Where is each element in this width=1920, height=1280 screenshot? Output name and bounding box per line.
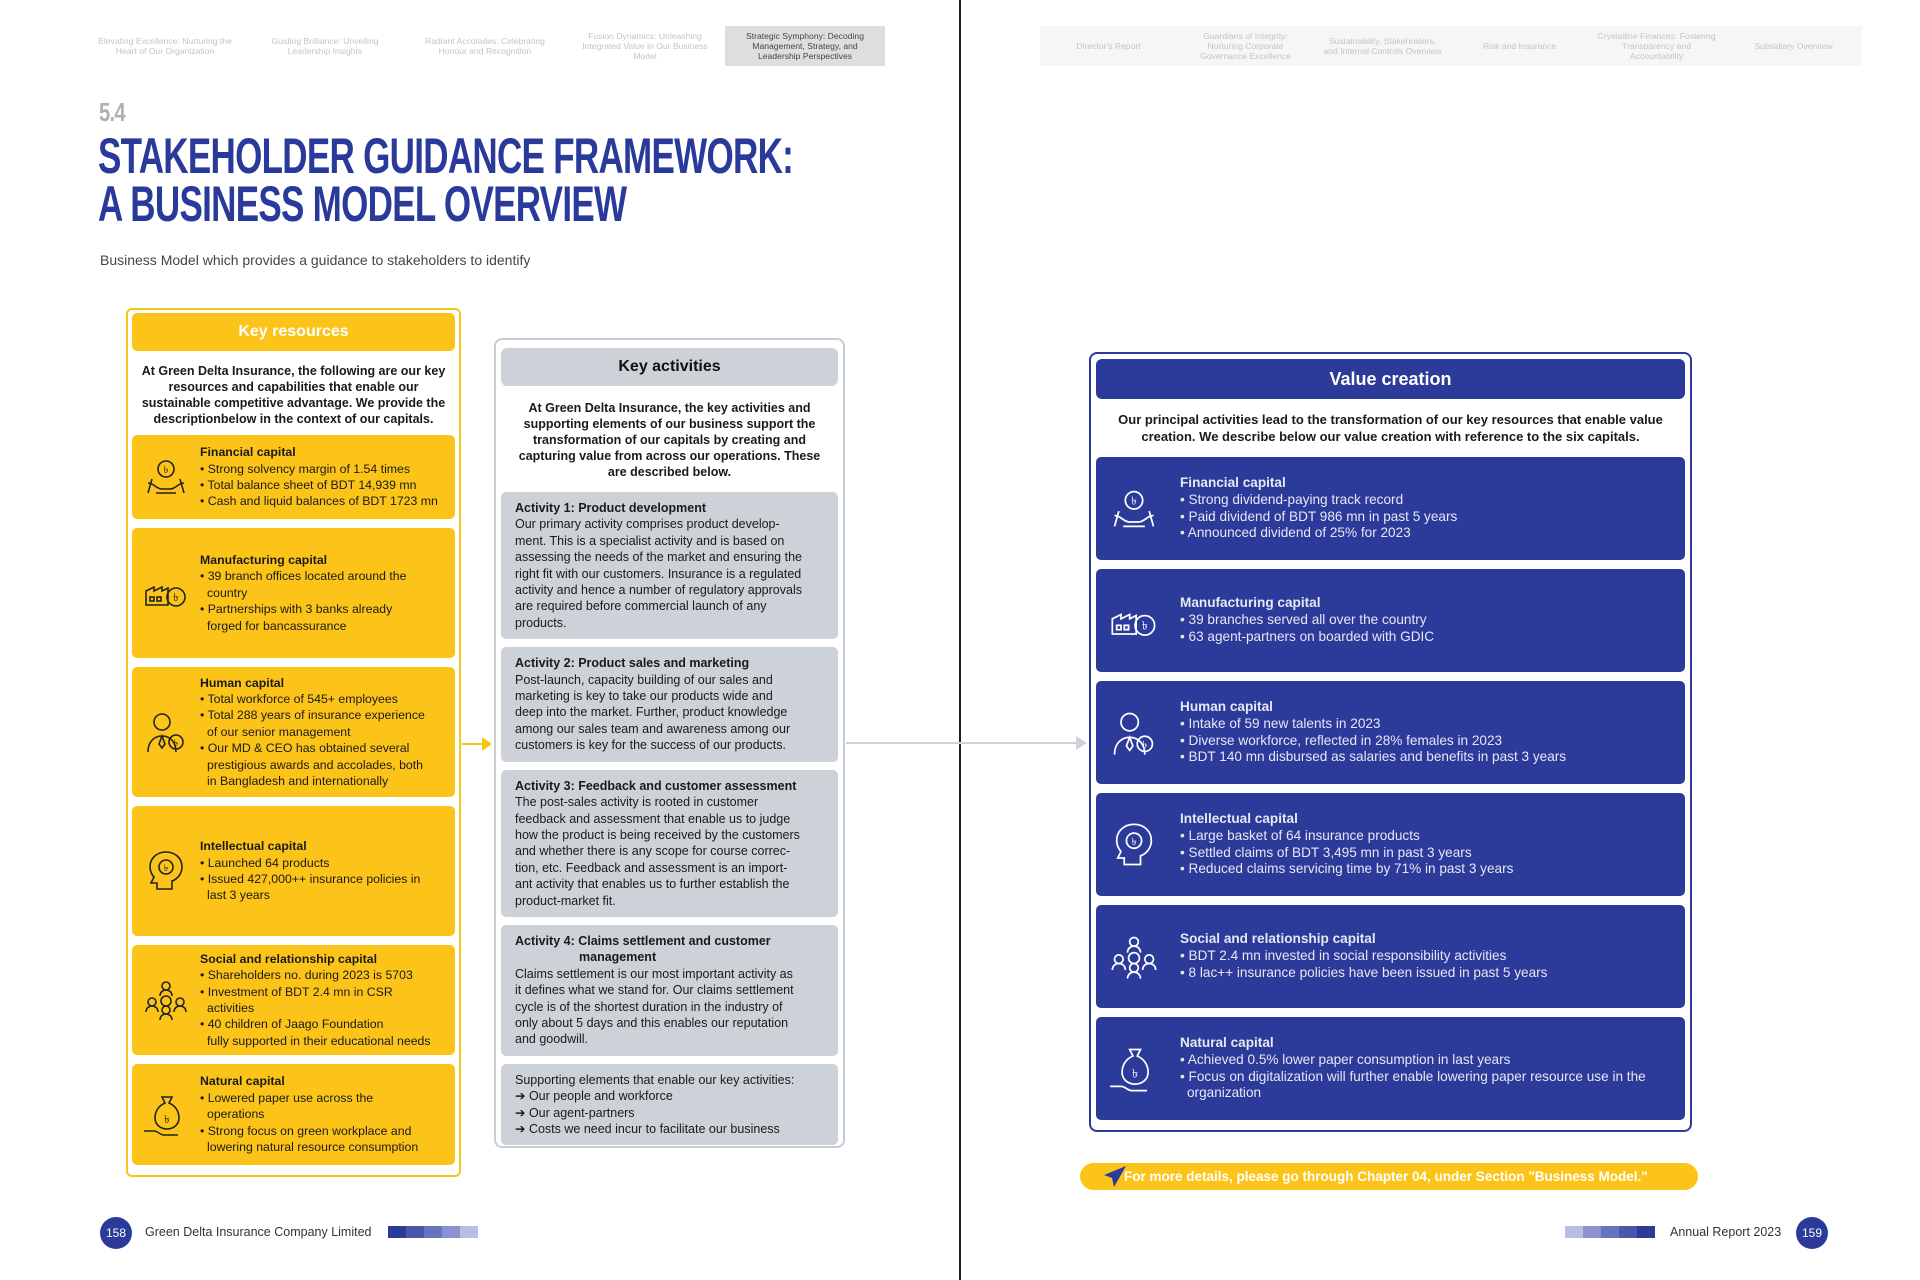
card-line: Post-launch, capacity building of our sales and	[515, 672, 773, 687]
financial-capital-icon	[1106, 483, 1162, 535]
card-title: Natural capital	[200, 1074, 285, 1089]
card-title: Human capital	[200, 675, 285, 690]
card-title: Activity 3: Feedback and customer assessment	[515, 778, 797, 793]
card-line: cycle is of the shortest duration in the industry of	[515, 999, 783, 1014]
card-line: lowering natural resource consumption	[207, 1140, 419, 1155]
decorative-color-strip	[388, 1226, 478, 1238]
nav-tab-active[interactable]: Strategic Symphony: Decoding Management, Strategy, and Leadership Perspectives	[725, 26, 885, 66]
nav-tab[interactable]: Director's Report	[1076, 41, 1141, 51]
resource-card	[132, 806, 455, 936]
connector-arrow	[462, 743, 482, 745]
card-line: Claims settlement is our most important activity as	[515, 966, 793, 981]
resource-card-text	[194, 838, 420, 904]
card-line: • Intake of 59 new talents in 2023	[1180, 715, 1381, 731]
chapter-nav-right	[1040, 26, 1862, 66]
resource-card	[132, 528, 455, 658]
arrow-head-icon	[1076, 736, 1087, 750]
key-activities-heading: Key activities	[501, 348, 838, 386]
card-line: product-market fit.	[515, 893, 616, 908]
card-line: products.	[515, 615, 567, 630]
key-resources-description: At Green Delta Insurance, the following are our key resources and capabilities that enable our sustainable competitive advantage. We provide the descriptionbelow in the context of our capitals.	[141, 364, 446, 426]
card-line: deep into the market. Further, product knowledge	[515, 705, 788, 720]
card-title: Manufacturing capital	[200, 552, 328, 567]
value-card-text	[1162, 931, 1547, 981]
card-line: in Bangladesh and internationally	[207, 774, 389, 789]
supporting-elements-card	[501, 1064, 838, 1146]
card-title: Social and relationship capital	[1180, 931, 1376, 947]
card-line: • Cash and liquid balances of BDT 1723 mn	[200, 494, 438, 509]
card-line: feedback and assessment that enable us to judge	[515, 811, 791, 826]
page-spine	[959, 0, 961, 1280]
card-line: • Total workforce of 545+ employees	[200, 691, 398, 706]
social-capital-icon	[1106, 931, 1162, 983]
card-title: Social and relationship capital	[200, 951, 377, 966]
nav-tab[interactable]: Guardians of Integrity: Nurturing Corporate Governance Excellence	[1200, 31, 1291, 61]
financial-capital-icon	[138, 453, 194, 501]
banner-text: For more details, please go through Chapter 04, under Section "Business Model."	[1124, 1169, 1648, 1184]
card-title: Natural capital	[1180, 1034, 1274, 1050]
nav-tab[interactable]: Guiding Brilliance: Unveiling Leadership Insights	[271, 36, 379, 56]
card-line: fully supported in their educational needs	[207, 1033, 431, 1048]
arrow-head-icon	[482, 737, 492, 751]
nav-tab[interactable]: Elevating Excellence: Nurturing the Heart of Our Organization	[98, 36, 232, 56]
svg-text:৳: ৳	[164, 1113, 170, 1126]
card-title: Intellectual capital	[1180, 810, 1298, 826]
card-line: • Shareholders no. during 2023 is 5703	[200, 968, 413, 983]
connector-arrow	[846, 742, 1076, 744]
chapter-nav-left	[85, 26, 885, 66]
card-line: • 8 lac++ insurance policies have been issued in past 5 years	[1180, 964, 1548, 980]
natural-capital-icon	[138, 1091, 194, 1139]
value-card	[1096, 905, 1685, 1008]
resource-card-text	[194, 675, 425, 790]
card-line: • Large basket of 64 insurance products	[1180, 827, 1420, 843]
card-line: • Achieved 0.5% lower paper consumption in last years	[1180, 1051, 1511, 1067]
activity-card	[501, 647, 838, 761]
nav-tab[interactable]: Crystalline Finances: Fostering Transparency and Accountability	[1597, 31, 1716, 61]
card-title: Intellectual capital	[200, 839, 307, 854]
card-line: prestigious awards and accolades, both	[207, 757, 424, 772]
svg-text:৳: ৳	[173, 738, 179, 748]
natural-capital-icon	[1106, 1043, 1162, 1095]
card-line: • Our MD & CEO has obtained several	[200, 741, 410, 756]
card-line: right fit with our customers. Insurance is a regulated	[515, 566, 802, 581]
card-line: Supporting elements that enable our key activities:	[515, 1072, 795, 1087]
svg-text:৳: ৳	[163, 863, 169, 873]
svg-text:৳: ৳	[1141, 618, 1148, 633]
intro-text: Business Model which provides a guidance to stakeholders to identify	[100, 252, 531, 268]
value-creation-heading: Value creation	[1096, 359, 1685, 399]
card-line: • Issued 427,000++ insurance policies in	[200, 872, 421, 886]
resource-card	[132, 945, 455, 1055]
page-number-badge: 159	[1796, 1217, 1828, 1249]
card-line: • Launched 64 products	[200, 855, 330, 870]
report-title: Annual Report 2023	[1670, 1225, 1782, 1239]
resource-card	[132, 667, 455, 797]
value-card	[1096, 681, 1685, 784]
card-title: Financial capital	[200, 445, 296, 460]
value-card-text	[1162, 1035, 1646, 1102]
card-line: Our primary activity comprises product develop-	[515, 517, 780, 532]
resource-card-text	[194, 951, 431, 1049]
card-line: • Diverse workforce, reflected in 28% females in 2023	[1180, 732, 1503, 748]
card-line: • Lowered paper use across the	[200, 1090, 374, 1105]
card-line: only about 5 days and this enables our reputation	[515, 1015, 789, 1030]
company-name: Green Delta Insurance Company Limited	[145, 1225, 372, 1239]
card-title: Financial capital	[1180, 474, 1286, 490]
key-resources-heading: Key resources	[132, 313, 455, 351]
card-line: among our sales team and awareness among our	[515, 721, 791, 736]
activity-card	[501, 492, 838, 639]
value-card	[1096, 457, 1685, 560]
pointer-arrow-icon	[1100, 1163, 1128, 1191]
card-line: • Announced dividend of 25% for 2023	[1180, 525, 1411, 541]
card-line: • 39 branches served all over the country	[1180, 612, 1427, 628]
card-line: • Strong dividend-paying track record	[1180, 491, 1404, 507]
card-line: assessing the needs of the market and ensuring the	[515, 550, 802, 565]
svg-text:৳: ৳	[163, 465, 169, 476]
intellectual-capital-icon	[1106, 819, 1162, 871]
card-line: • Strong focus on green workplace and	[200, 1123, 412, 1138]
card-title: Activity 2: Product sales and marketing	[515, 656, 750, 671]
card-line: activities	[207, 1001, 255, 1015]
svg-text:৳: ৳	[173, 592, 179, 604]
value-card	[1096, 793, 1685, 896]
card-line: • BDT 2.4 mn invested in social responsibility activities	[1180, 948, 1507, 964]
card-line: operations	[207, 1107, 265, 1122]
nav-tab[interactable]: Fusion Dynamics: Unleashing Integrated Value in Our Business Model	[582, 31, 708, 61]
key-activities-description: At Green Delta Insurance, the key activities and supporting elements of our business support the transformation of our capitals by creating and capturing value from across our operations. These are described below.	[518, 401, 821, 479]
card-line: • 63 agent-partners on boarded with GDIC	[1180, 628, 1435, 644]
card-line: • Settled claims of BDT 3,495 mn in past 3 years	[1180, 844, 1472, 860]
social-capital-icon	[138, 976, 194, 1024]
svg-text:৳: ৳	[1132, 1066, 1139, 1081]
card-line: ment. This is a specialist activity and is based on	[515, 533, 785, 548]
resource-card-text	[194, 1073, 418, 1155]
page-number-badge: 158	[100, 1217, 132, 1249]
card-line: • Strong solvency margin of 1.54 times	[200, 461, 411, 476]
card-line: • Reduced claims servicing time by 71% in past 3 years	[1180, 861, 1514, 877]
card-title: Activity 1: Product development	[515, 501, 707, 515]
card-line: last 3 years	[207, 888, 270, 903]
card-title: Manufacturing capital	[1180, 595, 1321, 611]
title-line: STAKEHOLDER GUIDANCE FRAMEWORK:	[98, 128, 794, 184]
card-line: • Total 288 years of insurance experience	[200, 708, 425, 723]
value-card	[1096, 1017, 1685, 1120]
value-card	[1096, 569, 1685, 672]
card-line: ant activity that enables us to further establish the	[515, 877, 790, 892]
card-line: forged for bancassurance	[207, 618, 347, 633]
manufacturing-capital-icon	[1106, 595, 1162, 647]
value-card-text	[1162, 811, 1513, 878]
human-capital-icon	[1106, 707, 1162, 759]
card-line: The post-sales activity is rooted in customer	[515, 795, 759, 810]
manufacturing-capital-icon	[138, 569, 194, 617]
page-title	[98, 128, 794, 232]
nav-tab[interactable]: Subsidiary Overview	[1754, 41, 1833, 51]
card-line: • BDT 140 mn disbursed as salaries and benefits in past 3 years	[1180, 749, 1567, 765]
key-activities-panel	[494, 338, 845, 1148]
card-title: Human capital	[1180, 698, 1273, 714]
card-line: customers is key for the success of our products.	[515, 738, 786, 753]
card-subtitle: management	[579, 950, 657, 965]
card-line: organization	[1187, 1085, 1262, 1101]
card-line: ➔ Our agent-partners	[515, 1105, 635, 1120]
svg-text:৳: ৳	[1131, 495, 1137, 508]
svg-text:৳: ৳	[1131, 836, 1137, 848]
card-line: country	[207, 585, 248, 600]
card-line: are required before commercial launch of any	[515, 599, 767, 614]
activity-card	[501, 770, 838, 917]
value-card-text	[1162, 595, 1434, 645]
nav-tab[interactable]: Radiant Accolades: Celebrating Honour and Recognition	[425, 36, 545, 56]
card-line: ➔ Our people and workforce	[515, 1089, 673, 1104]
card-line: of our senior management	[207, 724, 351, 739]
card-line: and whether there is any scope for course correc-	[515, 844, 791, 859]
nav-tab[interactable]: Risk and Insurance	[1482, 41, 1557, 51]
more-details-banner[interactable]	[1080, 1163, 1698, 1190]
intellectual-capital-icon	[138, 847, 194, 895]
card-line: and goodwill.	[515, 1032, 588, 1047]
human-capital-icon	[138, 708, 194, 756]
resource-card	[132, 1064, 455, 1165]
value-creation-description: Our principal activities lead to the transformation of our key resources that enable value creation. We describe below our value creation with reference to the six capitals.	[1118, 412, 1663, 444]
nav-tab[interactable]: Sustainability, Stakeholders, and Internal Controls Overview	[1323, 36, 1442, 56]
card-line: ➔ Costs we need incur to facilitate our business	[515, 1122, 780, 1136]
card-line: it defines what we stand for. Our claims settlement	[515, 983, 794, 998]
section-number: 5.4	[99, 97, 125, 127]
card-line: tion, etc. Feedback and assessment is an import-	[515, 860, 788, 875]
activity-card	[501, 925, 838, 1056]
decorative-color-strip	[1565, 1226, 1655, 1238]
card-line: how the product is being received by the customers	[515, 827, 800, 842]
card-line: • Investment of BDT 2.4 mn in CSR	[200, 984, 393, 999]
card-line: • 39 branch offices located around the	[200, 569, 407, 584]
resource-card-text	[194, 552, 406, 634]
value-creation-panel	[1089, 352, 1692, 1132]
title-line: A BUSINESS MODEL OVERVIEW	[98, 176, 627, 232]
card-title: Activity 4: Claims settlement and customer	[515, 933, 771, 948]
svg-text:৳: ৳	[1142, 739, 1148, 751]
key-resources-panel	[126, 308, 461, 1177]
card-line: • Paid dividend of BDT 986 mn in past 5 years	[1180, 508, 1458, 524]
resource-card-text	[194, 444, 438, 510]
card-line: • 40 children of Jaago Foundation	[200, 1017, 384, 1032]
card-line: • Total balance sheet of BDT 14,939 mn	[200, 478, 417, 492]
card-line: • Partnerships with 3 banks already	[200, 602, 393, 617]
card-line: marketing is key to take our products wide and	[515, 689, 773, 704]
value-card-text	[1162, 475, 1457, 542]
value-card-text	[1162, 699, 1566, 766]
resource-card	[132, 435, 455, 519]
card-line: • Focus on digitalization will further enable lowering paper resource use in the	[1180, 1068, 1646, 1084]
card-line: activity and hence a number of regulatory approvals	[515, 583, 802, 598]
